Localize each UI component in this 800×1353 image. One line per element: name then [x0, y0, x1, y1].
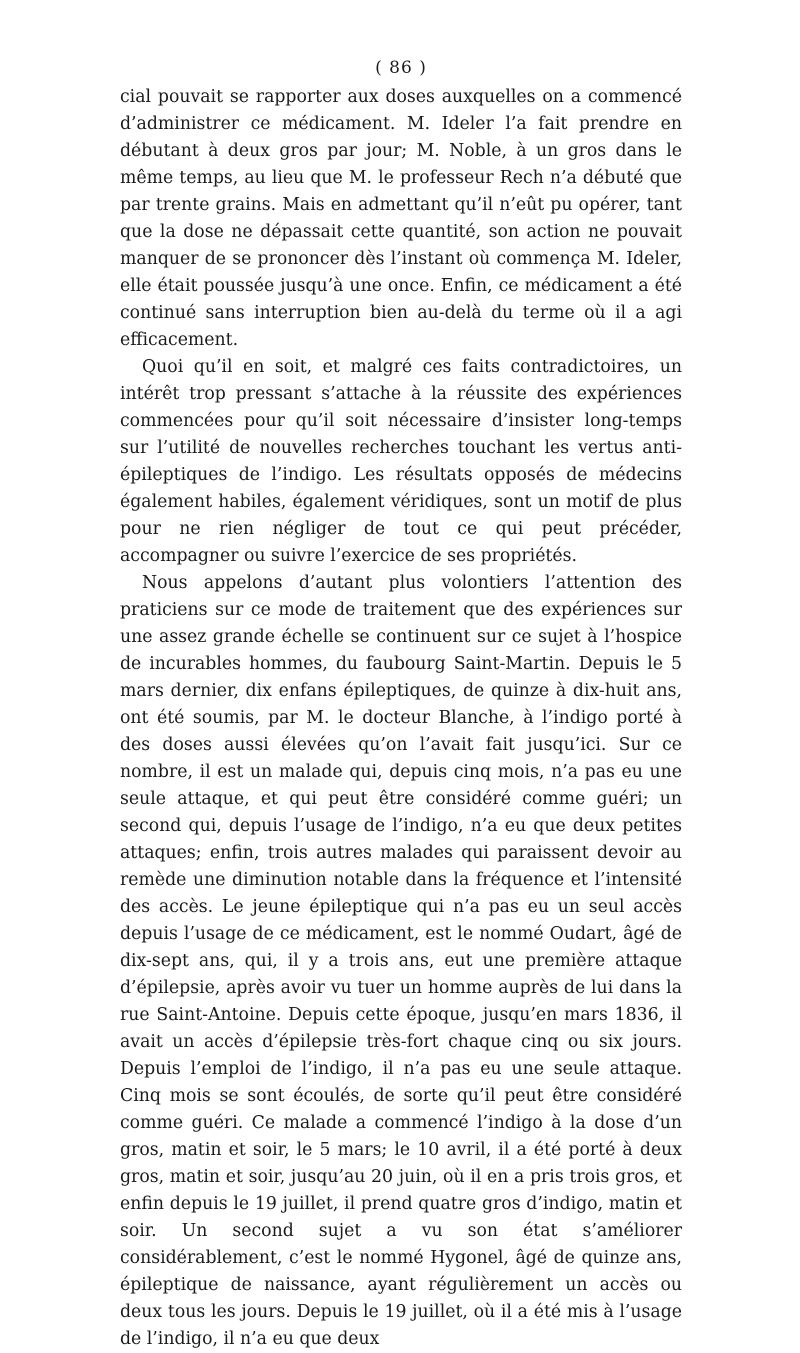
paragraph-nous-appelons: Nous appelons d’autant plus volontiers l’attention des praticiens sur ce mode de traitement que des expériences sur une assez grande échelle se continuent sur ce sujet à l’hospice de incurables hommes, du faubourg Saint-Martin. Depuis le 5 mars dernier, dix enfans épileptiques, de quinze à dix-huit ans, ont été soumis, par M. le docteur Blanche, à l’indigo porté à des doses aussi élevées qu’on l’avait fait jusqu’ici. Sur ce nombre, il est un malade qui, depuis cinq mois, n’a pas eu une seule attaque, et qui peut être considéré comme guéri; un second qui, depuis l’usage de l’indigo, n’a eu que deux petites attaques; enfin, trois autres malades qui paraissent devoir au remède une diminution notable dans la fréquence et l’intensité des accès. Le jeune épileptique qui n’a pas eu un seul accès depuis l’usage de ce médicament, est le nommé Oudart, âgé de dix-sept ans, qui, il y a trois ans, eut une première attaque d’épilepsie, après avoir vu tuer un homme auprès de lui dans la rue Saint-Antoine. Depuis cette époque, jusqu’en mars 1836, il avait un accès d’épilepsie très-fort chaque cinq ou six jours. Depuis l’emploi de l’indigo, il n’a pas eu une seule attaque. Cinq mois se sont écoulés, de sorte qu’il peut être considéré comme guéri. Ce malade a commencé l’indigo à la dose d’un gros, matin et soir, le 5 mars; le 10 avril, il a été porté à deux gros, matin et soir, jusqu’au 20 juin, où il en a pris trois gros, et enfin depuis le 19 juillet, il prend quatre gros d’indigo, matin et soir. Un second sujet a vu son état s’améliorer considérablement, c’est le nommé Hygonel, âgé de quinze ans, épileptique de naissance, ayant régulièrement un accès ou deux tous les jours. Depuis le 19 juillet, où il a été mis à l’usage de l’indigo, il n’a eu que deux [120, 573, 682, 1349]
page-number: ( 86 ) [375, 58, 427, 78]
book-page [120, 58, 682, 1353]
paragraph-quoi-qu-il: Quoi qu’il en soit, et malgré ces faits contradictoires, un intérêt trop pressant s’attache à la réussite des expériences commencées pour qu’il soit nécessaire d’insister long-temps sur l’utilité de nouvelles recherches touchant les vertus anti-épileptiques de l’indigo. Les résultats opposés de médecins également habiles, également véridiques, sont un motif de plus pour ne rien négliger de tout ce qui peut précéder, accompagner ou suivre l’exercice de ses propriétés. [120, 357, 682, 566]
page-body [120, 84, 682, 1353]
paragraph-continuation: cial pouvait se rapporter aux doses auxquelles on a commencé d’administrer ce médicament. M. Ideler l’a fait prendre en débutant à deux gros par jour; M. Noble, à un gros dans le même temps, au lieu que M. le professeur Rech n’a débuté que par trente grains. Mais en admettant qu’il n’eût pu opérer, tant que la dose ne dépassait cette quantité, son action ne pouvait manquer de se prononcer dès l’instant où commença M. Ideler, elle était poussée jusqu’à une once. Enfin, ce médicament a été continué sans interruption bien au-delà du terme où il a agi efficacement. [120, 87, 682, 350]
